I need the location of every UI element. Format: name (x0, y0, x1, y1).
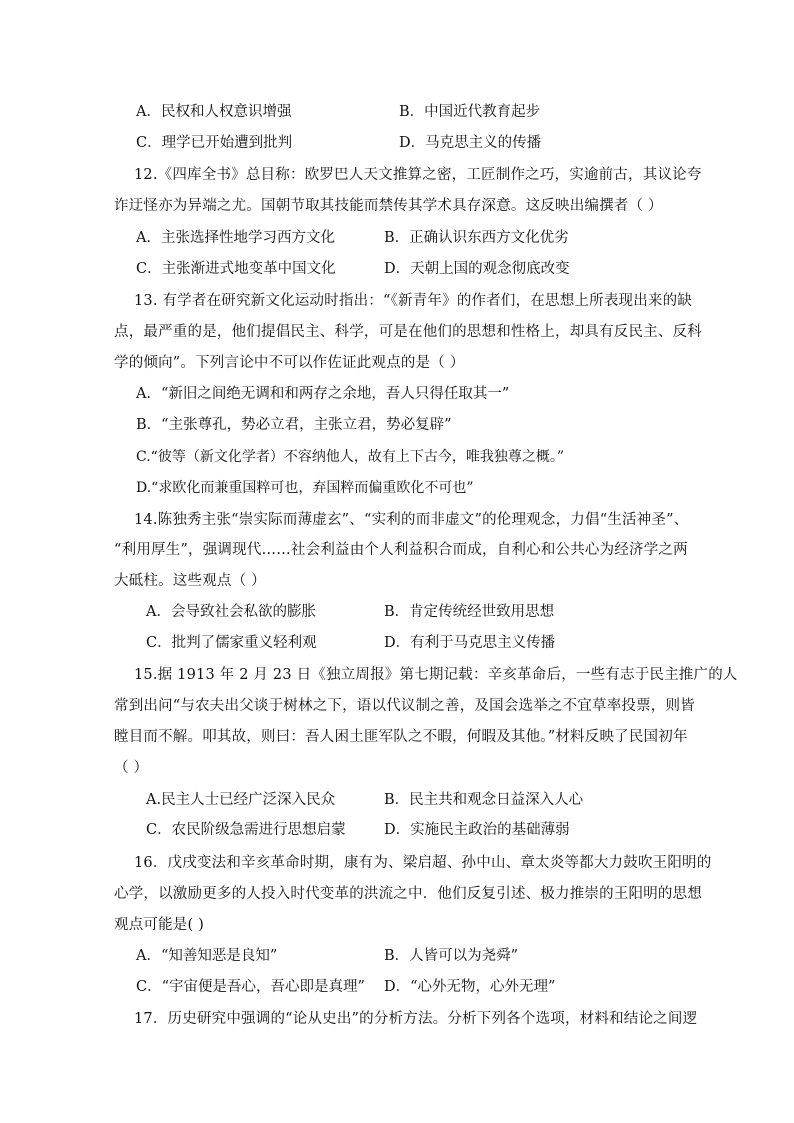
q17-stem-line-1: 17．历史研究中强调的“论从史出”的分析方法。分析下列各个选项，材料和结论之间逻 (134, 1011, 698, 1027)
q12-option-c: C．主张渐进式地变革中国文化 (136, 261, 336, 277)
q15-stem-line-1: 15.据 1913 年 2 月 23 日《独立周报》第七期记载：辛亥革命后，一些有志于民主推广的人 (134, 667, 738, 683)
q15-stem-line-2: 常到出问“与农夫出父谈于树林之下，语以代议制之善，及国会选举之不宜草率投票，则皆 (114, 698, 695, 714)
q14-option-c: C．批判了儒家重义轻利观 (146, 635, 317, 651)
q14-stem-line-1: 14.陈独秀主张“崇实际而薄虚玄”、“实利的而非虚文”的伦理观念，力倡“生活神圣”、 (134, 512, 689, 528)
q15-option-d: D．实施民主政治的基础薄弱 (384, 822, 570, 838)
q16-option-b: B．人皆可以为尧舜” (384, 948, 519, 964)
q15-option-b: B．民主共和观念日益深入人心 (384, 792, 584, 808)
q12-stem-line-2: 诈迂怪亦为异端之尤。国朝节取其技能而禁传其学术具存深意。这反映出编撰者（ ） (114, 198, 663, 214)
q15-option-a: A.民主人士已经广泛深入民众 (146, 792, 336, 808)
q14-stem-line-2: “利用厚生”，强调现代……社会利益由个人利益积合而成，自利心和公共心为经济学之两 (114, 542, 688, 558)
q14-stem-line-3: 大砥柱。这些观点（ ） (114, 573, 266, 589)
q15-stem-line-3: 瞠目而不解。叩其故，则曰：吾人困土匪军队之不暇，何暇及其他。”材料反映了民国初年 (114, 729, 688, 745)
q16-option-a: A．“知善知恶是良知” (136, 948, 278, 964)
q15-option-c: C．农民阶级急需进行思想启蒙 (146, 822, 346, 838)
q16-option-d: D．“心外无物，心外无理” (384, 979, 556, 995)
q13-option-a: A．“新旧之间绝无调和和两存之余地，吾人只得任取其一” (136, 386, 510, 402)
q12-stem-line-1: 12.《四库全书》总目称：欧罗巴人天文推算之密，工匠制作之巧，实逾前古，其议论夸 (134, 167, 702, 183)
q13-option-c: C.“彼等（新文化学者）不容纳他人，故有上下古今，唯我独尊之概。” (136, 449, 564, 465)
q16-stem-line-2: 心学，以激励更多的人投入时代变革的洪流之中．他们反复引述、极力推崇的王阳明的思想 (114, 886, 702, 902)
q16-option-c: C．“宇宙便是吾心，吾心即是真理” (136, 979, 365, 995)
q11-option-d: D．马克思主义的传播 (399, 135, 542, 151)
q16-stem-line-1: 16．戊戌变法和辛亥革命时期，康有为、梁启超、孙中山、章太炎等都大力鼓吹王阳明的 (134, 855, 712, 871)
q11-option-c: C．理学已开始遭到批判 (136, 135, 293, 151)
q12-option-a: A．主张选择性地学习西方文化 (136, 230, 335, 246)
q12-option-d: D．天朝上国的观念彻底改变 (384, 261, 570, 277)
q15-stem-line-4: （ ） (114, 760, 149, 776)
q13-option-b: B．“主张尊孔，势必立君，主张立君，势必复辟” (136, 417, 452, 433)
q14-option-a: A．会导致社会私欲的膨胀 (146, 604, 316, 620)
q14-option-d: D．有利于马克思主义传播 (384, 635, 556, 651)
q16-stem-line-3: 观点可能是( ) (114, 917, 205, 933)
q11-option-a: A．民权和人权意识增强 (136, 104, 292, 120)
q13-option-d: D.“求欧化而兼重国粹可也，弃国粹而偏重欧化不可也” (136, 480, 474, 496)
q13-stem-line-1: 13. 有学者在研究新文化运动时指出：“《新青年》的作者们，在思想上所表现出来的缺 (134, 293, 693, 309)
q13-stem-line-3: 学的倾向”。下列言论中不可以作佐证此观点的是（ ） (114, 355, 465, 371)
q13-stem-line-2: 点，最严重的是，他们提倡民主、科学，可是在他们的思想和性格上，却具有反民主、反科 (114, 324, 702, 340)
q14-option-b: B．肯定传统经世致用思想 (384, 604, 555, 620)
q11-option-b: B．中国近代教育起步 (399, 104, 541, 120)
q12-option-b: B．正确认识东西方文化优劣 (384, 230, 569, 246)
